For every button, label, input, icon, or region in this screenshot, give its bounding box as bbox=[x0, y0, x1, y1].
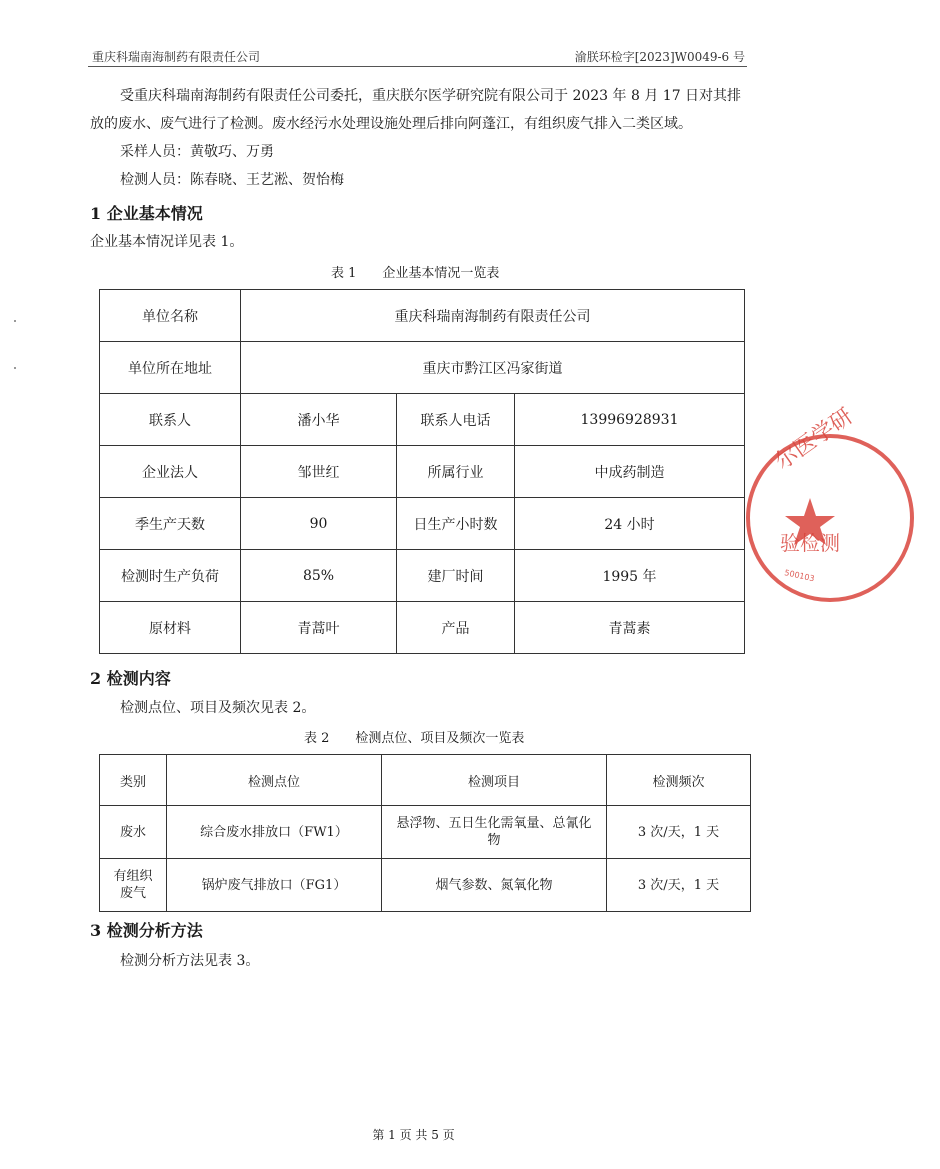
table-row bbox=[100, 446, 745, 498]
cell-value: 邹世红 bbox=[241, 446, 397, 498]
cell-label: 所属行业 bbox=[397, 446, 515, 498]
cell-point: 综合废水排放口（FW1） bbox=[167, 806, 382, 859]
scan-dot bbox=[14, 367, 16, 369]
cell-value: 重庆市黔江区冯家街道 bbox=[241, 342, 745, 394]
header-report-number: 渝朕环检字[2023]W0049-6 号 bbox=[574, 50, 745, 64]
cell-label: 原材料 bbox=[100, 602, 241, 654]
table-row bbox=[100, 290, 745, 342]
intro-line-2: 放的废水、废气进行了检测。废水经污水处理设施处理后排向阿蓬江，有组织废气排入二类区域。 bbox=[90, 116, 692, 132]
seal-top-text: 尔医学研 bbox=[771, 403, 858, 475]
cell-category: 有组织废气 bbox=[100, 859, 167, 912]
section-2-title: 2 检测内容 bbox=[90, 669, 171, 688]
cell-value: 13996928931 bbox=[515, 394, 745, 446]
cell-value: 重庆科瑞南海制药有限责任公司 bbox=[241, 290, 745, 342]
table-row bbox=[100, 859, 751, 912]
table-row bbox=[100, 498, 745, 550]
monitoring-table bbox=[99, 754, 751, 912]
cell-value: 中成药制造 bbox=[515, 446, 745, 498]
header-point: 检测点位 bbox=[167, 755, 382, 806]
cell-value: 1995 年 bbox=[515, 550, 745, 602]
header-category: 类别 bbox=[100, 755, 167, 806]
section-3-desc: 检测分析方法见表 3。 bbox=[120, 953, 260, 969]
cell-items: 烟气参数、氮氧化物 bbox=[382, 859, 607, 912]
scan-dot bbox=[14, 320, 16, 322]
inspection-seal bbox=[740, 403, 940, 628]
table-header-row bbox=[100, 755, 751, 806]
table-row bbox=[100, 602, 745, 654]
header-items: 检测项目 bbox=[382, 755, 607, 806]
cell-point: 锅炉废气排放口（FG1） bbox=[167, 859, 382, 912]
header-frequency: 检测频次 bbox=[607, 755, 751, 806]
testers: 检测人员：陈春晓、王艺淞、贺怡梅 bbox=[120, 172, 344, 188]
cell-value: 潘小华 bbox=[241, 394, 397, 446]
cell-label: 单位所在地址 bbox=[100, 342, 241, 394]
cell-value: 青蒿素 bbox=[515, 602, 745, 654]
cell-value: 90 bbox=[241, 498, 397, 550]
cell-value: 24 小时 bbox=[515, 498, 745, 550]
intro-line-1: 受重庆科瑞南海制药有限责任公司委托，重庆朕尔医学研究院有限公司于 2023 年 8 月 17 日对其排 bbox=[120, 88, 742, 104]
samplers: 采样人员：黄敬巧、万勇 bbox=[120, 144, 274, 160]
table-row bbox=[100, 342, 745, 394]
cell-items: 悬浮物、五日生化需氧量、总氰化物 bbox=[382, 806, 607, 859]
cell-label: 检测时生产负荷 bbox=[100, 550, 241, 602]
section-1-title: 1 企业基本情况 bbox=[90, 204, 203, 223]
company-info-table bbox=[99, 289, 745, 654]
cell-label: 单位名称 bbox=[100, 290, 241, 342]
cell-frequency: 3 次/天，1 天 bbox=[607, 806, 751, 859]
section-2-desc: 检测点位、项目及频次见表 2。 bbox=[120, 700, 316, 716]
seal-middle-text: 验检测 bbox=[780, 531, 840, 555]
cell-value: 青蒿叶 bbox=[241, 602, 397, 654]
cell-label: 联系人 bbox=[100, 394, 241, 446]
table-row bbox=[100, 394, 745, 446]
cell-label: 日生产小时数 bbox=[397, 498, 515, 550]
section-3-title: 3 检测分析方法 bbox=[90, 921, 203, 940]
page-number: 第 1 页 共 5 页 bbox=[372, 1128, 455, 1142]
table-row bbox=[100, 550, 745, 602]
cell-category: 废水 bbox=[100, 806, 167, 859]
cell-label: 季生产天数 bbox=[100, 498, 241, 550]
cell-label: 产品 bbox=[397, 602, 515, 654]
section-1-desc: 企业基本情况详见表 1。 bbox=[90, 234, 244, 250]
header-divider bbox=[88, 66, 747, 67]
seal-code: 500103 bbox=[783, 568, 816, 584]
cell-label: 联系人电话 bbox=[397, 394, 515, 446]
header-company: 重庆科瑞南海制药有限责任公司 bbox=[92, 50, 261, 64]
cell-frequency: 3 次/天，1 天 bbox=[607, 859, 751, 912]
table-1-caption: 表 1 企业基本情况一览表 bbox=[331, 266, 500, 281]
table-2-caption: 表 2 检测点位、项目及频次一览表 bbox=[304, 731, 525, 746]
cell-label: 企业法人 bbox=[100, 446, 241, 498]
cell-value: 85% bbox=[241, 550, 397, 602]
cell-label: 建厂时间 bbox=[397, 550, 515, 602]
table-row bbox=[100, 806, 751, 859]
